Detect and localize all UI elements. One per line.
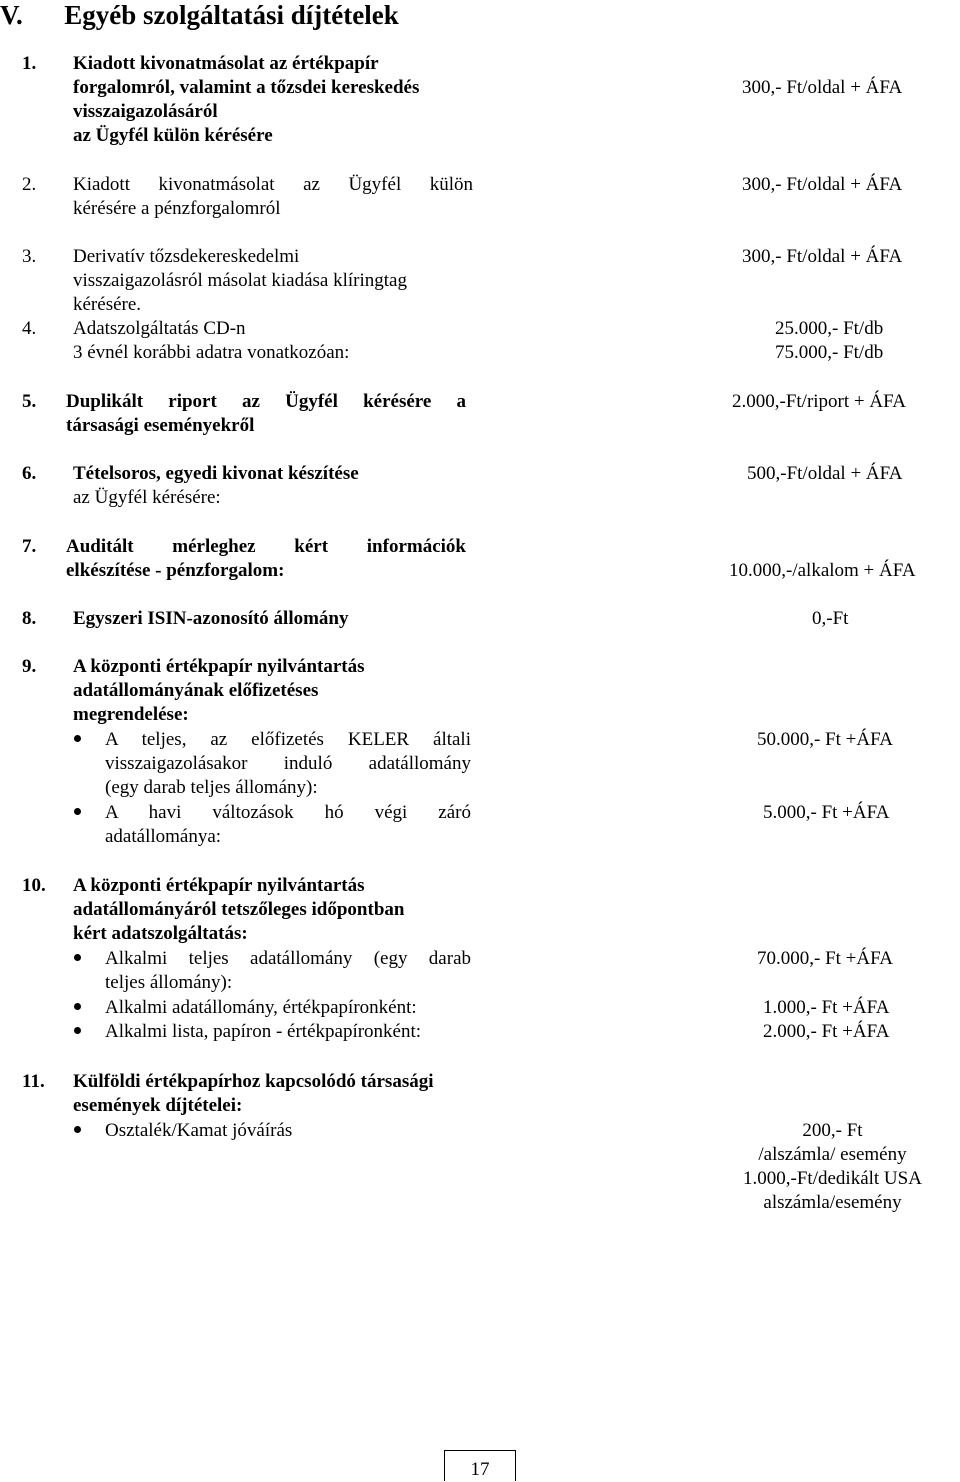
item-price: 300,- Ft/oldal + ÁFA xyxy=(742,77,903,98)
bullet-line: adatállománya: xyxy=(105,826,222,847)
bullet-price: 50.000,- Ft +ÁFA xyxy=(757,729,893,750)
item-number: 11. xyxy=(22,1071,45,1092)
item-line: visszaigazolásáról xyxy=(73,101,218,122)
item-price: 500,-Ft/oldal + ÁFA xyxy=(747,463,903,484)
bullet-line: Alkalmi lista, papíron - értékpapíronként: xyxy=(105,1021,422,1042)
item-price: 75.000,- Ft/db xyxy=(775,342,884,363)
item-number: 10. xyxy=(22,875,46,896)
item-line: 3 évnél korábbi adatra vonatkozóan: xyxy=(73,342,350,363)
item-line: társasági eseményekről xyxy=(66,415,255,436)
bullet-icon xyxy=(74,954,81,961)
bullet-price: /alszámla/ esemény xyxy=(758,1144,907,1165)
item-line: az Ügyfél külön kérésére xyxy=(73,125,273,146)
item-price: 0,-Ft xyxy=(812,608,849,629)
item-price: 300,- Ft/oldal + ÁFA xyxy=(742,174,903,195)
bullet-price: 2.000,- Ft +ÁFA xyxy=(763,1021,890,1042)
bullet-icon xyxy=(74,1027,81,1034)
item-line: Tételsoros, egyedi kivonat készítése xyxy=(73,463,359,484)
bullet-price: 200,- Ft xyxy=(802,1120,863,1141)
item-number: 9. xyxy=(22,656,37,677)
item-line: elkészítése - pénzforgalom: xyxy=(66,560,285,581)
section-number: V. xyxy=(0,0,23,30)
item-line: forgalomról, valamint a tőzsdei kereskedés xyxy=(73,77,420,98)
bullet-icon xyxy=(74,1126,81,1133)
item-price: 25.000,- Ft/db xyxy=(775,318,884,339)
item-line: Kiadott kivonatmásolat az értékpapír xyxy=(73,53,379,74)
bullet-line: (egy darab teljes állomány): xyxy=(105,777,318,798)
item-price: 2.000,-Ft/riport + ÁFA xyxy=(732,391,906,412)
item-number: 5. xyxy=(22,391,37,412)
item-price: 10.000,-/alkalom + ÁFA xyxy=(729,560,916,581)
item-line: kérésére. xyxy=(73,294,142,315)
item-number: 3. xyxy=(22,246,37,267)
bullet-icon xyxy=(74,735,81,742)
item-number: 2. xyxy=(22,174,37,195)
item-line: kérésére a pénzforgalomról xyxy=(73,198,281,219)
item-line: megrendelése: xyxy=(73,704,189,725)
bullet-line: teljes állomány): xyxy=(105,972,233,993)
bullet-price: 1.000,- Ft +ÁFA xyxy=(763,997,890,1018)
bullet-price: alszámla/esemény xyxy=(763,1192,902,1213)
page-number: 17 xyxy=(470,1459,490,1480)
item-line: Derivatív tőzsdekereskedelmi xyxy=(73,246,300,267)
bullet-line: Alkalmi adatállomány, értékpapíronként: xyxy=(105,997,417,1018)
bullet-line: visszaigazolásakor induló adatállomány xyxy=(105,753,471,774)
item-line: adatállományának előfizetéses xyxy=(73,680,319,701)
bullet-icon xyxy=(74,1003,81,1010)
item-line: Külföldi értékpapírhoz kapcsolódó társasági xyxy=(73,1071,434,1092)
item-line: Egyszeri ISIN-azonosító állomány xyxy=(73,608,349,629)
bullet-line: A havi változások hó végi záró xyxy=(105,802,471,823)
item-line: visszaigazolásról másolat kiadása klíringtag xyxy=(73,270,407,291)
item-line: az Ügyfél kérésére: xyxy=(73,487,221,508)
item-number: 4. xyxy=(22,318,37,339)
bullet-price: 5.000,- Ft +ÁFA xyxy=(763,802,890,823)
item-number: 6. xyxy=(22,463,37,484)
item-line: Adatszolgáltatás CD-n xyxy=(73,318,246,339)
item-line: adatállományáról tetszőleges időpontban xyxy=(73,899,405,920)
item-line: kért adatszolgáltatás: xyxy=(73,923,248,944)
section-heading xyxy=(0,0,399,30)
item-number: 7. xyxy=(22,536,37,557)
item-line: Auditált mérleghez kért információk xyxy=(66,536,466,557)
bullet-line: Osztalék/Kamat jóváírás xyxy=(105,1120,293,1141)
item-line: A központi értékpapír nyilvántartás xyxy=(73,875,365,896)
item-line: A központi értékpapír nyilvántartás xyxy=(73,656,365,677)
item-number: 1. xyxy=(22,53,37,74)
bullet-icon xyxy=(74,808,81,815)
item-number: 8. xyxy=(22,608,37,629)
bullet-line: A teljes, az előfizetés KELER általi xyxy=(105,729,471,750)
bullet-line: Alkalmi teljes adatállomány (egy darab xyxy=(105,948,471,969)
item-price: 300,- Ft/oldal + ÁFA xyxy=(742,246,903,267)
item-line: Duplikált riport az Ügyfél kérésére a xyxy=(66,391,466,412)
section-title: Egyéb szolgáltatási díjtételek xyxy=(64,0,399,30)
bullet-price: 70.000,- Ft +ÁFA xyxy=(757,948,893,969)
item-line: események díjtételei: xyxy=(73,1095,243,1116)
item-line: Kiadott kivonatmásolat az Ügyfél külön xyxy=(73,174,473,195)
bullet-price: 1.000,-Ft/dedikált USA xyxy=(743,1168,922,1189)
